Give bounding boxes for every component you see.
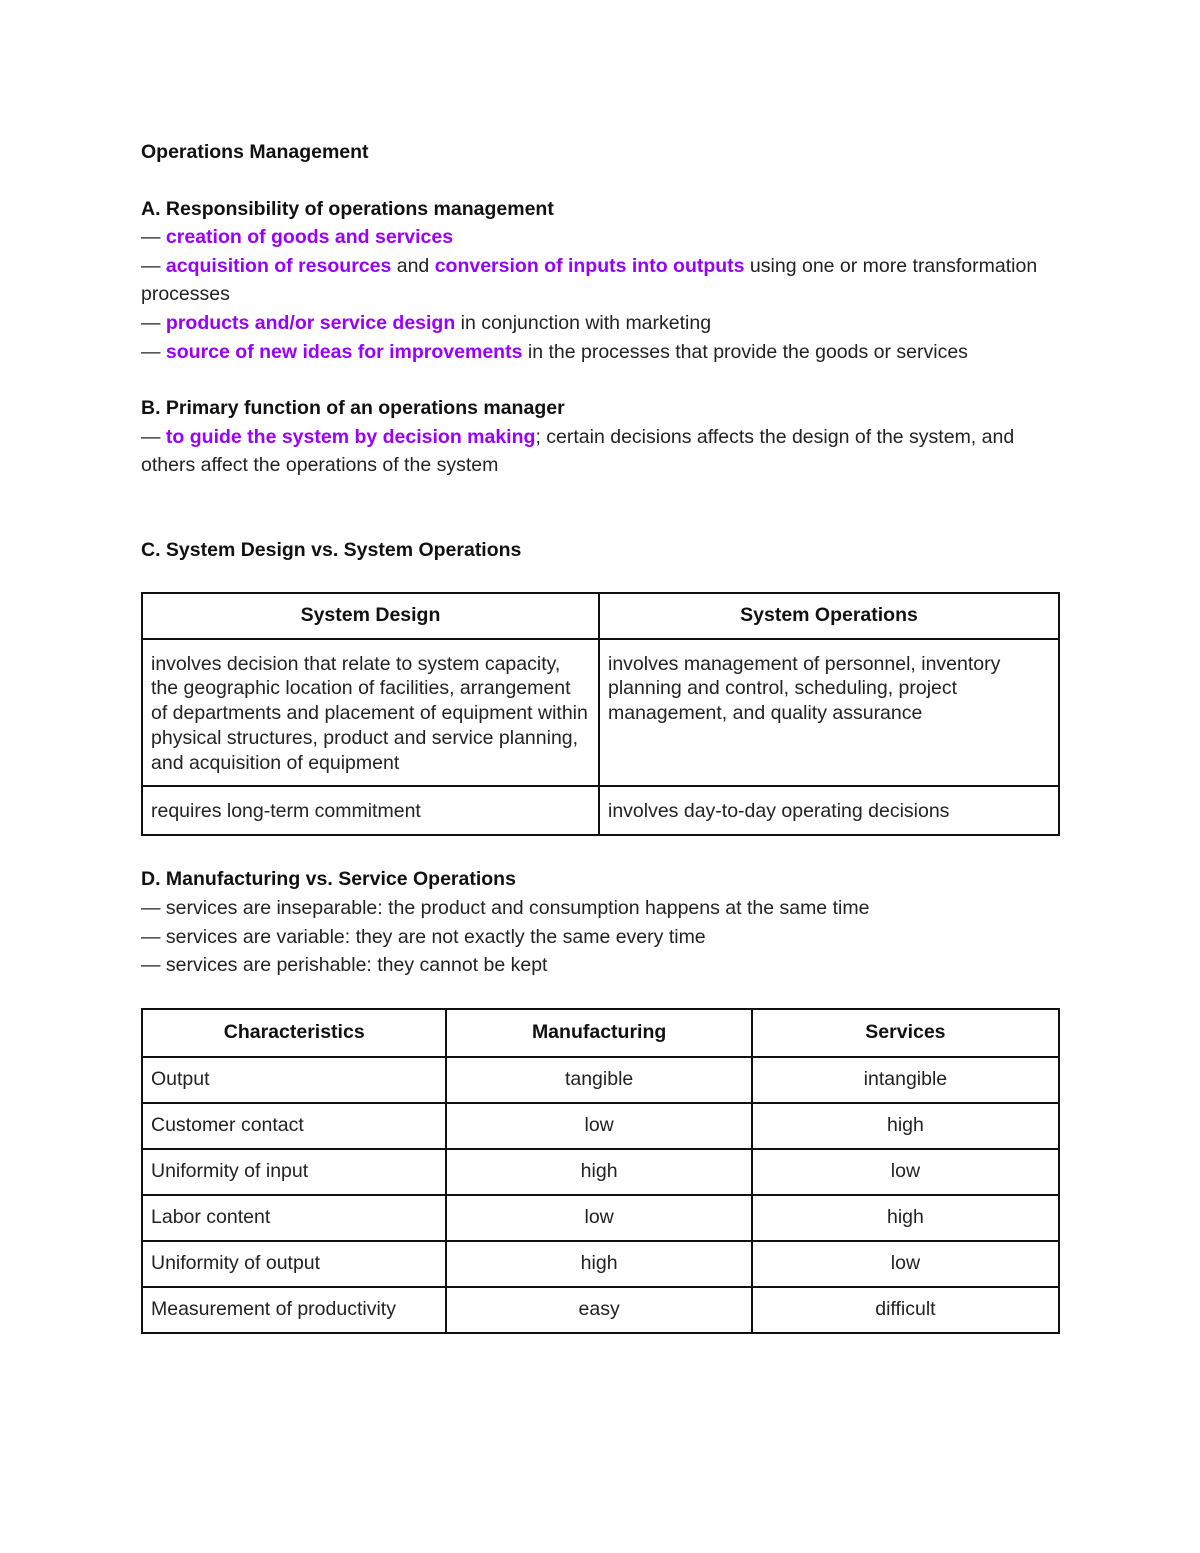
plain-text: ; certain decisions affects the design of the system, and others affect the operations of the system xyxy=(141,425,1015,477)
column-header: System Design xyxy=(142,593,599,639)
table-row xyxy=(142,1057,1059,1103)
table-cell: low xyxy=(752,1149,1059,1195)
section-a-item-1 xyxy=(141,223,1063,252)
plain-text: and xyxy=(391,254,435,277)
table-cell: low xyxy=(752,1241,1059,1287)
table-row xyxy=(142,1103,1059,1149)
em-dash: — xyxy=(141,311,161,334)
document-page xyxy=(141,138,1063,1334)
table-cell: involves decision that relate to system capacity, the geographic location of facilities, arrangement of departments and placement of equipment within physical structures, product and service planning, and acquisition of equipment xyxy=(142,639,599,786)
table-cell: low xyxy=(446,1195,751,1241)
table-cell: high xyxy=(446,1149,751,1195)
plain-text: in the processes that provide the goods or services xyxy=(522,340,968,363)
table-cell: easy xyxy=(446,1287,751,1333)
table-cell: high xyxy=(752,1103,1059,1149)
table-cell: low xyxy=(446,1103,751,1149)
highlight-text: creation of goods and services xyxy=(165,226,454,249)
highlight-text: conversion of inputs into outputs xyxy=(434,254,745,277)
section-a-item-2 xyxy=(141,252,1063,309)
table-header-row xyxy=(142,1009,1059,1057)
column-header: Services xyxy=(752,1009,1059,1057)
system-design-table xyxy=(141,592,1060,837)
table-cell: high xyxy=(446,1241,751,1287)
table-cell: requires long-term commitment xyxy=(142,786,599,836)
em-dash: — xyxy=(141,226,161,249)
table-cell: Uniformity of input xyxy=(142,1149,446,1195)
table-row xyxy=(142,786,1059,836)
table-row xyxy=(142,1287,1059,1333)
list-item: — services are perishable: they cannot be kept xyxy=(141,954,548,977)
plain-text: using one or more transformation processes xyxy=(141,254,1038,306)
section-b-heading: B. Primary function of an operations manager xyxy=(141,397,565,420)
highlight-text: source of new ideas for improvements xyxy=(165,340,523,363)
section-b-text xyxy=(141,423,1063,480)
table-row xyxy=(142,1195,1059,1241)
plain-text: in conjunction with marketing xyxy=(455,311,712,334)
table-cell: Customer contact xyxy=(142,1103,446,1149)
section-a-heading: A. Responsibility of operations management xyxy=(141,197,554,220)
section-a-item-4 xyxy=(141,338,1063,367)
column-header: Manufacturing xyxy=(446,1009,751,1057)
section-c-heading: C. System Design vs. System Operations xyxy=(141,538,522,561)
table-cell: difficult xyxy=(752,1287,1059,1333)
table-cell: high xyxy=(752,1195,1059,1241)
table-cell: involves day-to-day operating decisions xyxy=(599,786,1059,836)
em-dash: — xyxy=(141,340,161,363)
highlight-text: products and/or service design xyxy=(165,311,456,334)
section-a-item-3 xyxy=(141,309,1063,338)
table-row xyxy=(142,1149,1059,1195)
table-cell: Measurement of productivity xyxy=(142,1287,446,1333)
table-cell: Uniformity of output xyxy=(142,1241,446,1287)
table-row xyxy=(142,1241,1059,1287)
list-item: — services are inseparable: the product and consumption happens at the same time xyxy=(141,896,870,919)
table-cell: Output xyxy=(142,1057,446,1103)
em-dash: — xyxy=(141,254,161,277)
table-header-row xyxy=(142,593,1059,639)
highlight-text: acquisition of resources xyxy=(165,254,392,277)
table-cell: Labor content xyxy=(142,1195,446,1241)
section-d-heading: D. Manufacturing vs. Service Operations xyxy=(141,868,516,891)
highlight-text: to guide the system by decision making xyxy=(165,425,536,448)
list-item: — services are variable: they are not exactly the same every time xyxy=(141,925,706,948)
column-header: Characteristics xyxy=(142,1009,446,1057)
document-title: Operations Management xyxy=(141,141,369,163)
table-cell: intangible xyxy=(752,1057,1059,1103)
em-dash: — xyxy=(141,425,161,448)
table-cell: tangible xyxy=(446,1057,751,1103)
characteristics-table xyxy=(141,1008,1060,1334)
column-header: System Operations xyxy=(599,593,1059,639)
table-cell: involves management of personnel, inventory planning and control, scheduling, project management, and quality assurance xyxy=(599,639,1059,786)
table-row xyxy=(142,639,1059,786)
